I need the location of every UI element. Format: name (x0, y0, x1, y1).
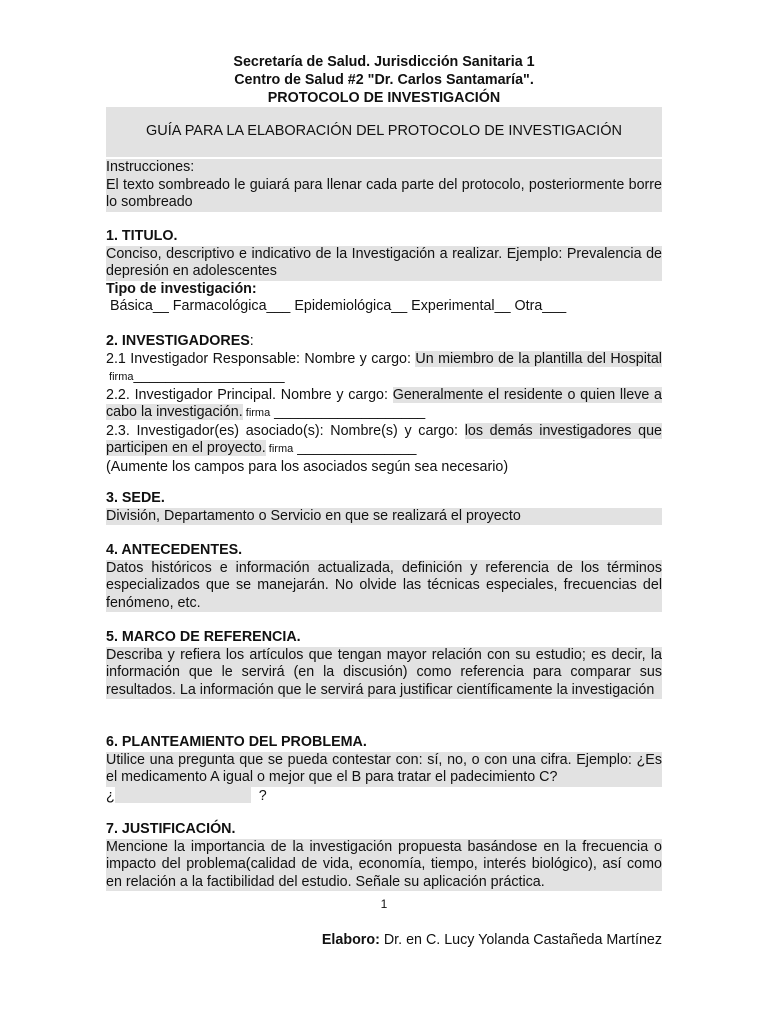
signature-line: ___________________ (133, 368, 285, 384)
heading-colon: : (249, 333, 254, 349)
investigator-asociado (106, 423, 662, 459)
field-guide-text: Un miembro de la plantilla del Hospital (415, 350, 662, 367)
section-guide-text: División, Departamento o Servicio en que se realizará el proyecto (106, 508, 662, 526)
section-heading: 3. SEDE. (106, 490, 165, 506)
instructions-text: El texto sombreado le guiará para llenar cada parte del protocolo, posteriormente borre lo sombreado (106, 176, 662, 210)
guide-box (106, 107, 662, 157)
section-heading: 7. JUSTIFICACIÓN. (106, 821, 236, 837)
section-investigadores (106, 333, 662, 476)
field-label: 2.1 Investigador Responsable: Nombre y cargo: (106, 350, 416, 367)
page-number: 1 (380, 897, 388, 911)
author-label: Elaboro: (321, 932, 380, 948)
signature-label: firma (242, 407, 271, 419)
section-guide-text: Mencione la importancia de la investigación propuesta basándose en la frecuencia o impacto del problema(calidad de vida, economía, tiempo, interés biológico), así como en relación a la factibilidad del estudio. Señale su aplicación práctica. (106, 838, 662, 890)
section-sede (106, 490, 662, 525)
section-guide-text: Utilice una pregunta que se pueda contestar con: sí, no, o con una cifra. Ejemplo: ¿Es el medicamento A igual o mejor que el B para tratar el padecimiento C? (106, 751, 662, 785)
section-heading: 5. MARCO DE REFERENCIA. (106, 629, 301, 645)
investigator-responsable (106, 351, 662, 387)
section-planteamiento (106, 734, 662, 805)
section-guide-text: Datos históricos e información actualizada, definición y referencia de los términos especializados que se manejarán. No olvide las técnicas especiales, frecuencias del fenómeno, etc. (106, 559, 662, 611)
instructions-label: Instrucciones: (106, 159, 195, 175)
question-blank (115, 787, 251, 803)
section-titulo (106, 228, 662, 316)
investigator-principal (106, 387, 662, 423)
signature-label: firma (106, 371, 134, 383)
section-heading: 4. ANTECEDENTES. (106, 542, 243, 558)
investigators-note: (Aumente los campos para los asociados según sea necesario) (106, 458, 509, 475)
question-close-mark: ? (258, 787, 267, 804)
investigation-type-label: Tipo de investigación: (106, 280, 257, 297)
author-credit (322, 932, 662, 950)
field-guide-text: los demás investigadores que participen en el proyecto. (106, 422, 662, 456)
instructions-box (106, 159, 662, 212)
section-antecedentes (106, 542, 662, 612)
field-label: 2.2. Investigador Principal. Nombre y cargo: (106, 386, 393, 403)
field-label: 2.3. Investigador(es) asociado(s): Nombre(s) y cargo: (106, 422, 465, 439)
section-guide-text: Conciso, descriptivo e indicativo de la Investigación a realizar. Ejemplo: Prevalencia de depresión en adolescentes (106, 245, 662, 279)
header-line-1: Secretaría de Salud. Jurisdicción Sanitaria 1 (233, 54, 535, 70)
section-guide-text: Describa y refiera los artículos que tengan mayor relación con su estudio; es decir, la información que le servirá (en la discusión) como referencia para comparar sus resultados. La información que le servirá para justificar científicamente la investigación (106, 646, 662, 698)
section-justificacion (106, 821, 662, 891)
header-line-2: Centro de Salud #2 "Dr. Carlos Santamaría". (234, 72, 534, 88)
section-marco-referencia (106, 629, 662, 699)
document-header (106, 53, 662, 107)
signature-line: _______________ (293, 440, 417, 456)
header-line-3: PROTOCOLO DE INVESTIGACIÓN (267, 90, 501, 106)
section-heading: 1. TITULO. (106, 228, 178, 244)
question-open-mark: ¿ (106, 787, 115, 804)
section-heading: 6. PLANTEAMIENTO DEL PROBLEMA. (106, 734, 367, 750)
section-heading: 2. INVESTIGADORES (106, 333, 250, 349)
question-template (106, 787, 662, 806)
investigation-type-options: Básica__ Farmacológica___ Epidemiológica__ Experimental__ Otra___ (106, 298, 567, 314)
field-guide-text: Generalmente el residente o quien lleve a cabo la investigación. (106, 386, 662, 420)
author-name: Dr. en C. Lucy Yolanda Castañeda Martínez (379, 932, 662, 948)
signature-label: firma (265, 443, 294, 455)
guide-title: GUÍA PARA LA ELABORACIÓN DEL PROTOCOLO DE INVESTIGACIÓN (146, 123, 622, 139)
signature-line: ___________________ (270, 404, 426, 420)
